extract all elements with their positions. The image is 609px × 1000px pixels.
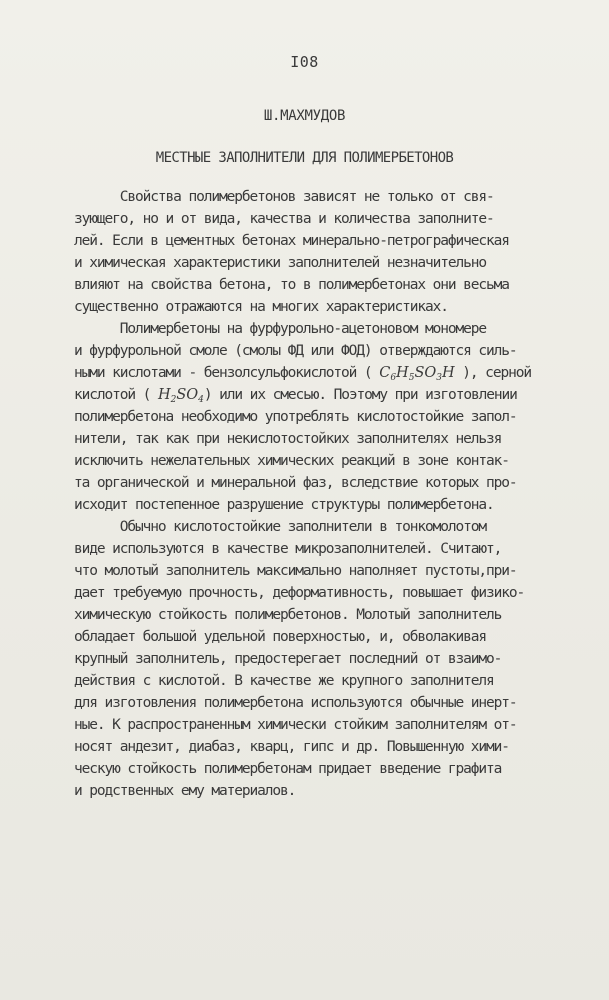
text-line: носят андезит, диабаз, кварц, гипс и др. Повышенную хими- — [74, 739, 509, 755]
text-line: та органической и минеральной фаз, вследствие которых про- — [74, 475, 517, 491]
text-line: исходит постепенное разрушение структуры полимербетона. — [74, 497, 494, 513]
text-line: существенно отражаются на многих характеристиках. — [74, 299, 448, 315]
text-line: исключить нежелательных химических реакций в зоне контак- — [74, 453, 509, 469]
text-line-with-formula — [74, 362, 600, 384]
text-segment: кислотой ( — [74, 387, 151, 403]
text-line: ные. К распространенным химически стойким заполнителям от- — [74, 717, 517, 733]
text-line: дает требуемую прочность, деформативность, повышает физико- — [74, 585, 525, 601]
text-line: Свойства полимербетонов зависят не только от свя- — [74, 189, 494, 205]
body-text — [74, 186, 600, 802]
text-line: Обычно кислотостойкие заполнители в тонкомолотом — [74, 519, 487, 535]
text-line: и фурфурольной смоле (смолы ФД или ФОД) отверждаются силь- — [74, 343, 517, 359]
formula-sulfuric-acid: $H_2SO_4$ — [157, 387, 204, 405]
text-line: влияют на свойства бетона, то в полимербетонах они весьма — [74, 277, 509, 293]
text-line: полимербетона необходимо употреблять кислотостойкие запол- — [74, 409, 517, 425]
author-name: Ш.МАХМУДОВ — [263, 108, 346, 124]
text-line: нители, так как при некислотостойких заполнителях нельзя — [74, 431, 502, 447]
text-line: химическую стойкость полимербетонов. Молотый заполнитель — [74, 607, 502, 623]
text-line: Полимербетоны на фурфурольно-ацетоновом мономере — [74, 321, 487, 337]
article-title: МЕСТНЫЕ ЗАПОЛНИТЕЛИ ДЛЯ ПОЛИМЕРБЕТОНОВ — [155, 150, 454, 166]
text-line: и химическая характеристики заполнителей незначительно — [74, 255, 487, 271]
text-segment: ) или их смесью. Поэтому при изготовлении — [203, 387, 517, 403]
text-line: что молотый заполнитель максимально наполняет пустоты,при- — [74, 563, 517, 579]
text-line: зующего, но и от вида, качества и количества заполните- — [74, 211, 494, 227]
text-line: виде используются в качестве микрозаполнителей. Считают, — [74, 541, 502, 557]
page-number: I08 — [290, 53, 319, 71]
formula-benzenesulfonic-acid: $C_6H_5SO_3H$ — [379, 365, 455, 383]
text-segment: ), серной — [462, 365, 531, 381]
text-line: ческую стойкость полимербетонам придает введение графита — [74, 761, 502, 777]
text-line: и родственных ему материалов. — [74, 783, 296, 799]
text-segment: ными кислотами - бензолсульфокислотой ( — [74, 365, 372, 381]
text-line: лей. Если в цементных бетонах минерально-петрографическая — [74, 233, 509, 249]
text-line: действия с кислотой. В качестве же крупного заполнителя — [74, 673, 494, 689]
text-line: для изготовления полимербетона используются обычные инерт- — [74, 695, 517, 711]
text-line: крупный заполнитель, предостерегает последний от взаимо- — [74, 651, 502, 667]
text-line: обладает большой удельной поверхностью, и, обволакивая — [74, 629, 487, 645]
text-line-with-formula — [74, 384, 600, 406]
